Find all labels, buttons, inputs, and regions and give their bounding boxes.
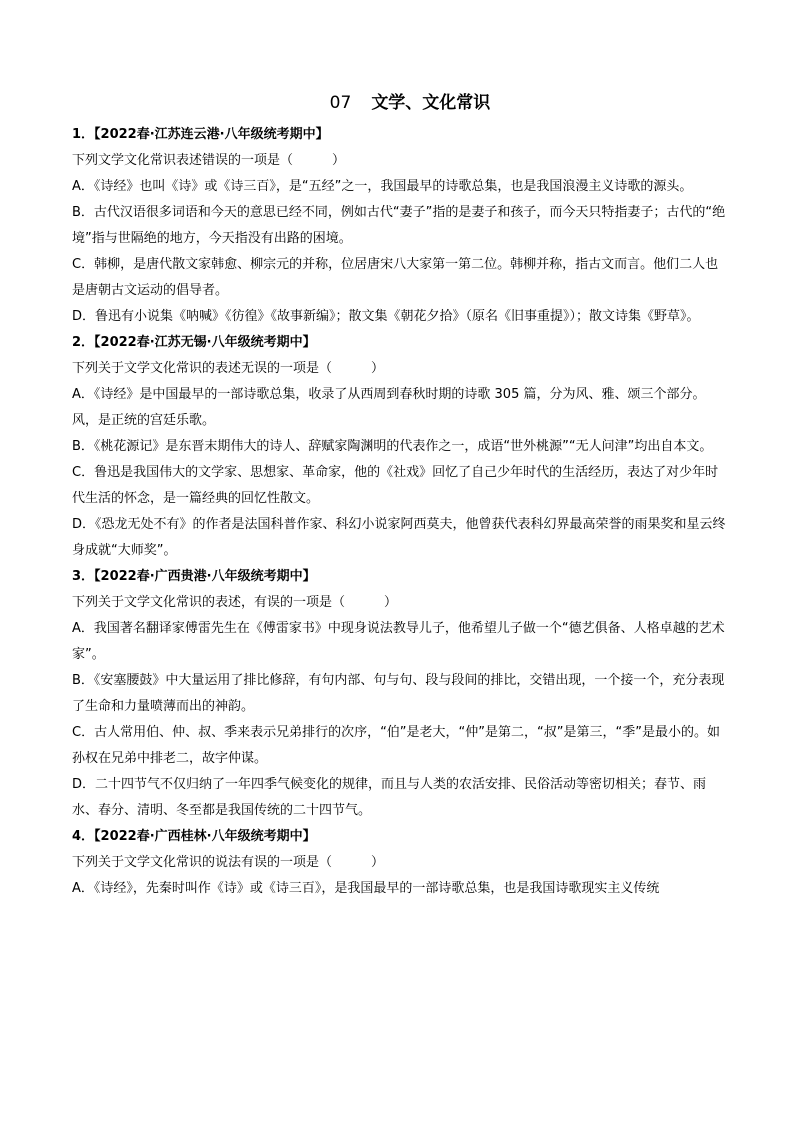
option-b: B．《桃花源记》是东晋末期伟大的诗人、辞赋家陶渊明的代表作之一，成语“世外桃源”“无人问津”均出自本文。 [72, 439, 713, 454]
question-number: 4． [72, 829, 95, 844]
question-1 [72, 122, 728, 330]
question-source: 【2022春·广西桂林·八年级统考期中】 [94, 829, 316, 844]
option-c: C．鲁迅是我国伟大的文学家、思想家、革命家，他的《社戏》回忆了自己少年时代的生活经历，表达了对少年时代生活的怀念，是一篇经典的回忆性散文。 [72, 465, 719, 506]
option-d: D．鲁迅有小说集《呐喊》《彷徨》《故事新编》；散文集《朝花夕拾》（原名《旧事重提》）；散文诗集《野草》。 [72, 309, 700, 324]
title-number: 07 [329, 93, 352, 113]
option-d: D．二十四节气不仅归纳了一年四季气候变化的规律，而且与人类的农活安排、民俗活动等密切相关；春节、雨水、春分、清明、冬至都是我国传统的二十四节气。 [72, 777, 707, 818]
option-a: A．我国著名翻译家傅雷先生在《傅雷家书》中现身说法教导儿子，他希望儿子做一个“德艺俱备、人格卓越的艺术家”。 [72, 621, 725, 662]
option-d: D．《恐龙无处不有》的作者是法国科普作家、科幻小说家阿西莫夫，他曾获代表科幻界最高荣誉的雨果奖和星云终身成就“大师奖”。 [72, 517, 726, 558]
question-stem: 下列关于文学文化常识的表述无误的一项是（ ） [72, 361, 385, 376]
option-a: A．《诗经》也叫《诗》或《诗三百》，是“五经”之一，我国最早的诗歌总集，也是我国浪漫主义诗歌的源头。 [72, 179, 693, 194]
question-number: 2． [72, 335, 95, 350]
question-3 [72, 564, 728, 824]
question-source: 【2022春·广西贵港·八年级统考期中】 [94, 569, 316, 584]
option-a: A．《诗经》是中国最早的一部诗歌总集，收录了从西周到春秋时期的诗歌 305 篇，分为风、雅、颂三个部分。风，是正统的宫廷乐歌。 [72, 387, 706, 428]
question-4 [72, 824, 728, 902]
option-b: B．《安塞腰鼓》中大量运用了排比修辞，有句内部、句与句、段与段间的排比，交错出现，一个接一个，充分表现了生命和力量喷薄而出的神韵。 [72, 673, 725, 714]
option-c: C．韩柳，是唐代散文家韩愈、柳宗元的并称，位居唐宋八大家第一第二位。韩柳并称，指古文而言。他们二人也是唐朝古文运动的倡导者。 [72, 257, 719, 298]
question-source: 【2022春·江苏无锡·八年级统考期中】 [94, 335, 316, 350]
question-number: 3． [72, 569, 95, 584]
question-2 [72, 330, 728, 564]
page-title [72, 90, 728, 116]
title-text: 文学、文化常识 [371, 93, 491, 113]
question-source: 【2022春·江苏连云港·八年级统考期中】 [94, 127, 329, 142]
document-page [72, 90, 728, 902]
option-c: C．古人常用伯、仲、叔、季来表示兄弟排行的次序，“伯”是老大，“仲”是第二，“叔”是第三，“季”是最小的。如孙权在兄弟中排老二，故字仲谋。 [72, 725, 720, 766]
question-stem: 下列关于文学文化常识的说法有误的一项是（ ） [72, 855, 385, 870]
question-number: 1． [72, 127, 95, 142]
question-header [72, 122, 728, 148]
question-stem: 下列关于文学文化常识的表述，有误的一项是（ ） [72, 595, 398, 610]
option-b: B．古代汉语很多词语和今天的意思已经不同，例如古代“妻子”指的是妻子和孩子，而今天只特指妻子；古代的“绝境”指与世隔绝的地方，今天指没有出路的困境。 [72, 205, 726, 246]
question-header [72, 564, 728, 590]
question-header [72, 330, 728, 356]
option-a: A．《诗经》，先秦时叫作《诗》或《诗三百》，是我国最早的一部诗歌总集，也是我国诗歌现实主义传统 [72, 881, 660, 896]
question-stem: 下列文学文化常识表述错误的一项是（ ） [72, 153, 346, 168]
question-header [72, 824, 728, 850]
